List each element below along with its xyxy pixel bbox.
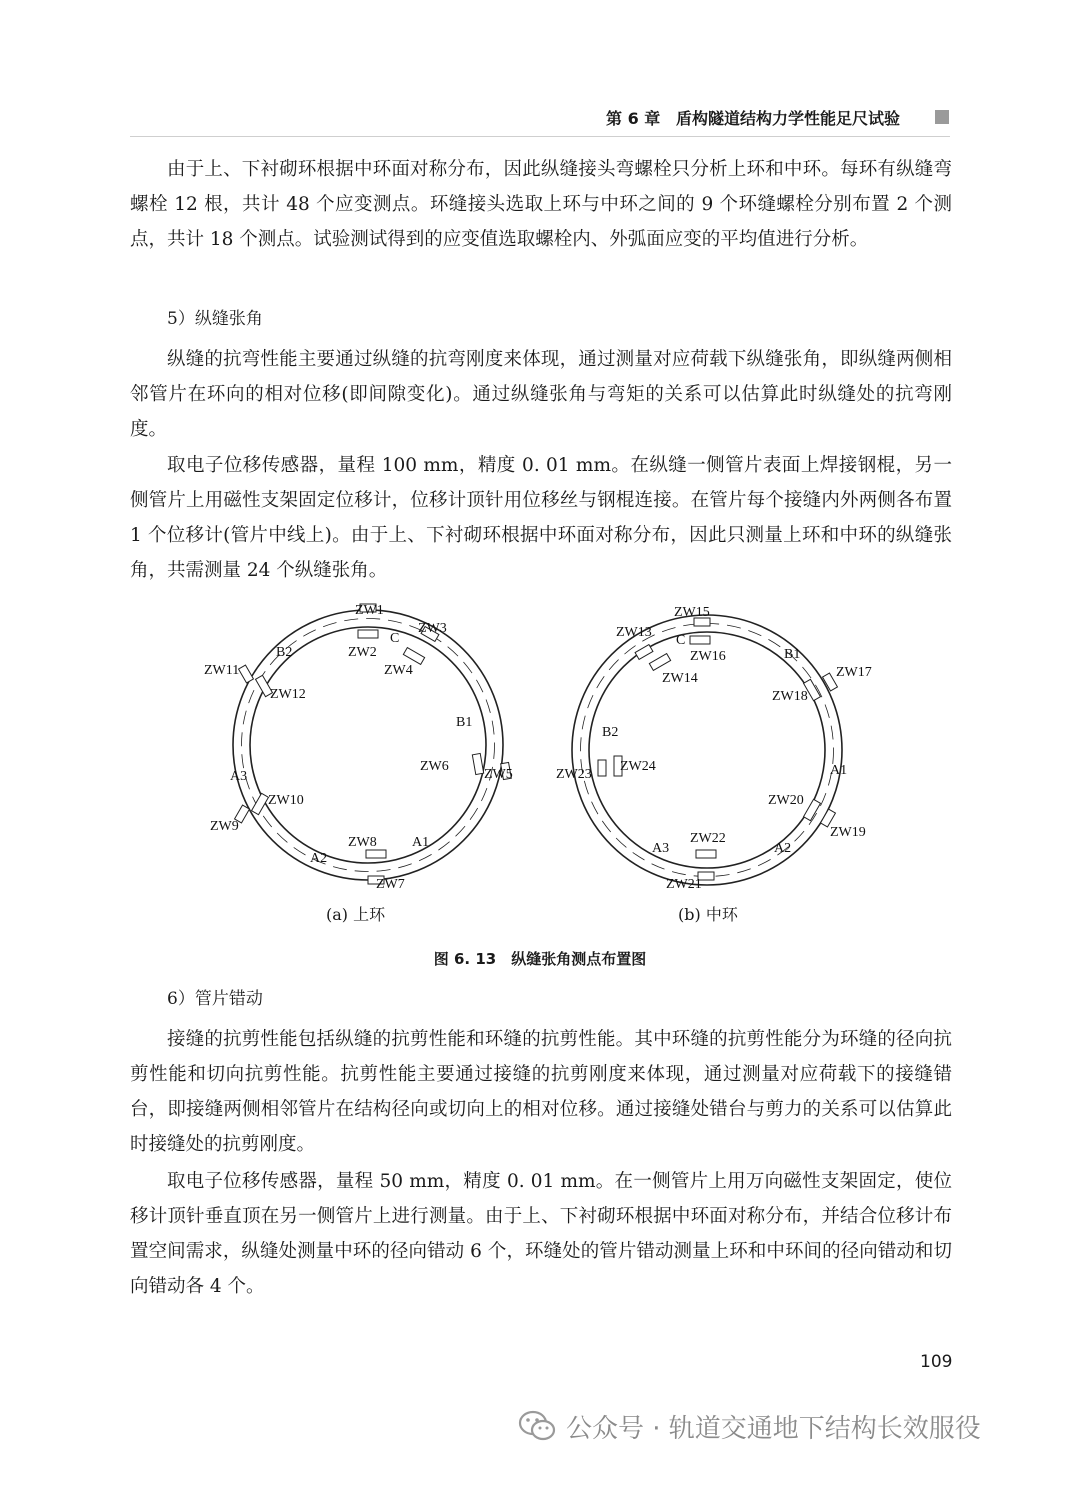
label-zw3: ZW3 xyxy=(418,621,447,636)
label-zw23: ZW23 xyxy=(556,767,592,782)
header-rule xyxy=(130,136,950,137)
label-zw24: ZW24 xyxy=(620,759,656,774)
paragraph-4: 接缝的抗剪性能包括纵缝的抗剪性能和环缝的抗剪性能。其中环缝的抗剪性能分为环缝的径向抗剪性能和切向抗剪性能。抗剪性能主要通过接缝的抗剪刚度来体现，通过测量对应荷载下的接缝错台，即接缝两侧相邻管片在结构径向或切向上的相对位移。通过接缝处错台与剪力的关系可以估算此时接缝处的抗剪刚度。 xyxy=(130,1029,952,1155)
header-title: 盾构隧道结构力学性能足尺试验 xyxy=(676,109,901,128)
label-zw10: ZW10 xyxy=(268,793,304,808)
figure-6-13 xyxy=(190,600,890,924)
label-zw20: ZW20 xyxy=(768,793,804,808)
label-a2-mid: A2 xyxy=(774,841,792,856)
label-zw12: ZW12 xyxy=(270,687,306,702)
label-b2-mid: B2 xyxy=(602,725,619,740)
label-zw4: ZW4 xyxy=(384,663,413,678)
label-c-upper: C xyxy=(390,631,400,646)
label-zw16: ZW16 xyxy=(690,649,726,664)
label-b1-mid: B1 xyxy=(784,647,801,662)
label-c-mid: C xyxy=(676,633,686,648)
heading-6: 6）管片错动 xyxy=(167,989,263,1009)
watermark xyxy=(518,1406,981,1446)
paragraph-3: 取电子位移传感器，量程 100 mm，精度 0. 01 mm。在纵缝一侧管片表面上焊接钢棍，另一侧管片上用磁性支架固定位移计，位移计顶针用位移丝与钢棍连接。在管片每个接缝内外两侧各布置 1 个位移计(管片中线上)。由于上、下衬砌环根据中环面对称分布，因此只测量上环和中环的纵缝张角，共需测量 24 个纵缝张角。 xyxy=(130,455,952,581)
label-zw15: ZW15 xyxy=(674,605,710,620)
heading-5: 5）纵缝张角 xyxy=(167,309,263,329)
paragraph-2: 纵缝的抗弯性能主要通过纵缝的抗弯刚度来体现，通过测量对应荷载下纵缝张角，即纵缝两侧相邻管片在环向的相对位移(即间隙变化)。通过纵缝张角与弯矩的关系可以估算此时纵缝处的抗弯刚度。 xyxy=(130,349,952,440)
label-zw2: ZW2 xyxy=(348,645,377,660)
watermark-text: 公众号 · 轨道交通地下结构长效服役 xyxy=(566,1413,981,1444)
label-zw19: ZW19 xyxy=(830,825,866,840)
label-zw9: ZW9 xyxy=(210,819,239,834)
label-b1: B1 xyxy=(456,715,473,730)
label-zw6: ZW6 xyxy=(420,759,449,774)
label-zw11: ZW11 xyxy=(204,663,240,678)
subcaption-upper: (a) 上环 xyxy=(326,905,386,924)
header-square-icon xyxy=(935,110,949,124)
label-b2: B2 xyxy=(276,645,293,660)
label-a1-mid: A1 xyxy=(830,763,848,778)
label-zw8: ZW8 xyxy=(348,835,377,850)
label-zw17: ZW17 xyxy=(836,665,872,680)
label-zw5: ZW5 xyxy=(484,767,513,782)
paragraph-1: 由于上、下衬砌环根据中环面对称分布，因此纵缝接头弯螺栓只分析上环和中环。每环有纵缝弯螺栓 12 根，共计 48 个应变测点。环缝接头选取上环与中环之间的 9 个环缝螺栓分别布置 2 个测点，共计 18 个测点。试验测试得到的应变值选取螺栓内、外弧面应变的平均值进行分析。 xyxy=(130,159,952,250)
running-header xyxy=(0,106,1080,130)
label-zw22: ZW22 xyxy=(690,831,726,846)
label-zw21: ZW21 xyxy=(666,877,702,892)
label-zw14: ZW14 xyxy=(662,671,698,686)
label-a1: A1 xyxy=(412,835,430,850)
page-number: 109 xyxy=(920,1352,953,1372)
label-a3: A3 xyxy=(230,769,248,784)
label-zw13: ZW13 xyxy=(616,625,652,640)
subcaption-middle: (b) 中环 xyxy=(678,905,738,924)
label-zw7: ZW7 xyxy=(376,877,405,892)
wechat-icon xyxy=(518,1409,556,1443)
paragraph-5: 取电子位移传感器，量程 50 mm，精度 0. 01 mm。在一侧管片上用万向磁性支架固定，使位移计顶针垂直顶在另一侧管片上进行测量。由于上、下衬砌环根据中环面对称分布，并结合位移计布置空间需求，纵缝处测量中环的径向错动 6 个，环缝处的管片错动测量上环和中环间的径向错动和切向错动各 4 个。 xyxy=(130,1171,952,1297)
label-a2: A2 xyxy=(310,851,328,866)
label-a3-mid: A3 xyxy=(652,841,670,856)
label-zw1: ZW1 xyxy=(355,603,384,618)
figure-caption: 图 6. 13 纵缝张角测点布置图 xyxy=(433,950,647,968)
header-chapter: 第 6 章 xyxy=(606,109,661,128)
ring-diagrams xyxy=(190,600,890,920)
label-zw18: ZW18 xyxy=(772,689,808,704)
